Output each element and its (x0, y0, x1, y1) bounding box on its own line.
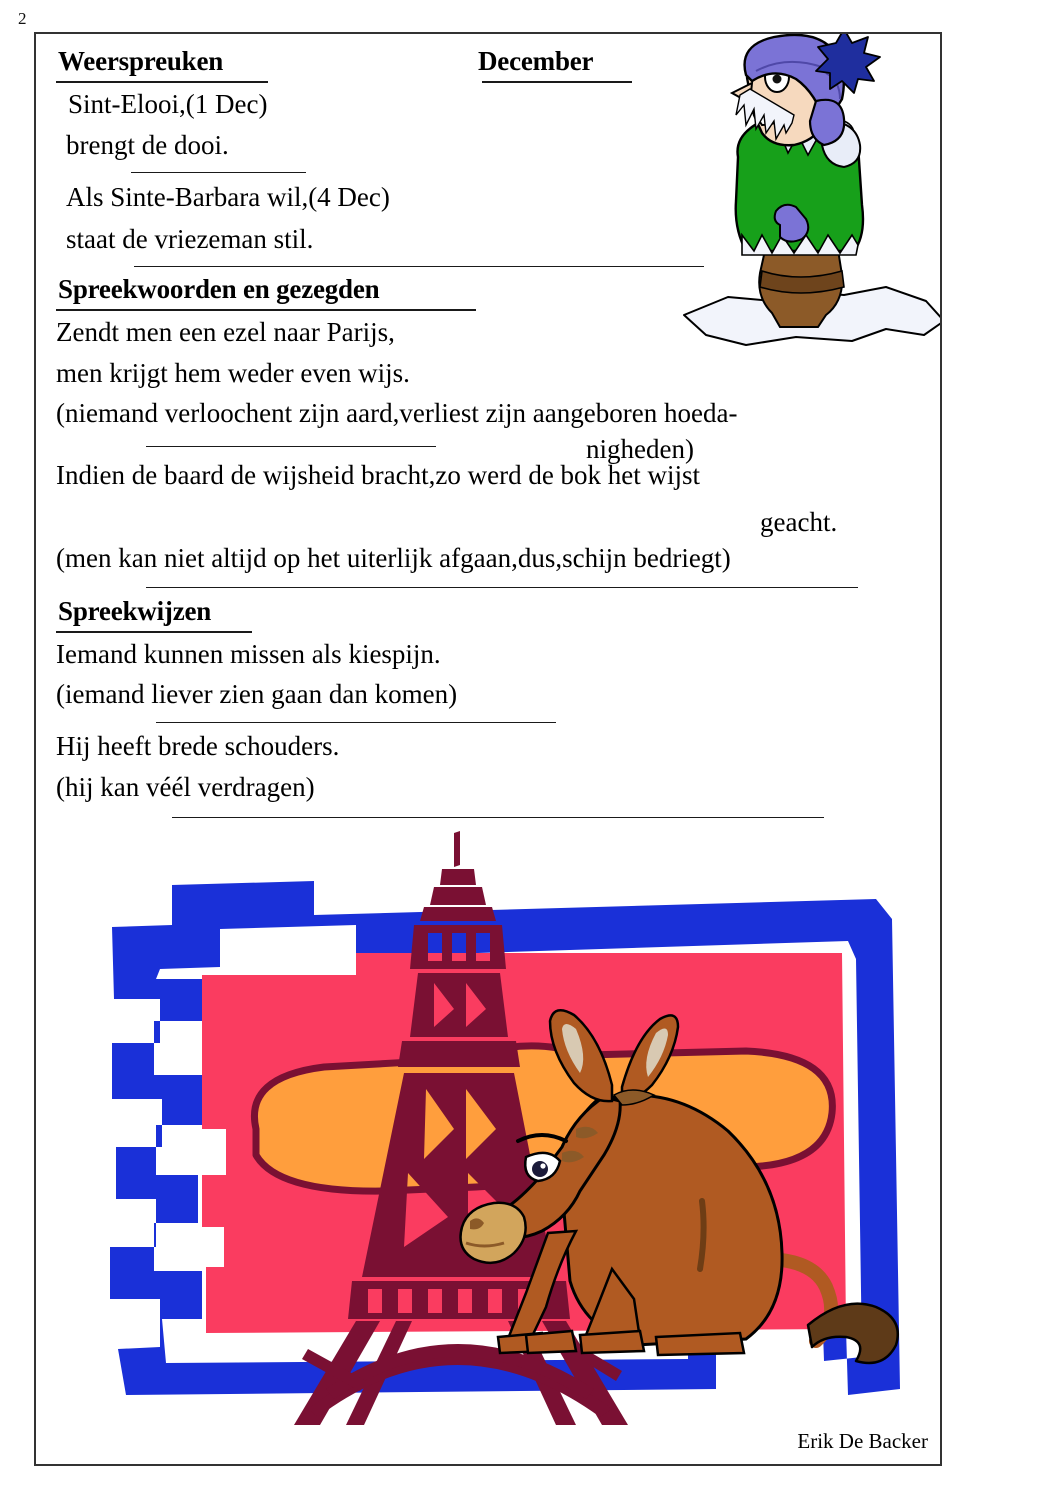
proverb-line: (niemand verloochent zijn aard,verliest zijn aangeboren hoeda- (56, 398, 738, 428)
entry-separator (156, 722, 556, 723)
entry-separator (146, 587, 858, 588)
heading-underline-weerspreuken (56, 81, 268, 83)
page-number: 2 (18, 9, 27, 28)
frozen-man-illustration (676, 32, 942, 359)
proverb-line: Iemand kunnen missen als kiespijn. (56, 639, 441, 669)
heading-underline-december (482, 81, 632, 83)
proverb-line: Indien de baard de wijsheid bracht,zo werd de bok het wijst (56, 460, 701, 490)
entry-separator (146, 446, 436, 447)
proverb-line: Hij heeft brede schouders. (56, 731, 340, 761)
proverb-line: staat de vriezeman stil. (66, 224, 314, 254)
paris-donkey-illustration (56, 829, 942, 1429)
proverb-line: brengt de dooi. (66, 130, 229, 160)
heading-underline-spreekwoorden (56, 309, 476, 311)
proverb-line-continuation: nigheden) (586, 434, 694, 464)
proverb-line: men krijgt hem weder even wijs. (56, 358, 410, 388)
pupil-icon (773, 75, 782, 84)
proverb-line: (men kan niet altijd op het uiterlijk afgaan,dus,schijn bedriegt) (56, 543, 731, 573)
proverb-line: Als Sinte-Barbara wil,(4 Dec) (66, 182, 390, 212)
entry-separator (134, 266, 704, 267)
proverb-line: (hij kan véél verdragen) (56, 772, 315, 802)
proverb-line: Sint-Elooi,(1 Dec) (68, 89, 268, 119)
proverb-line: Zendt men een ezel naar Parijs, (56, 317, 395, 347)
section-heading-weerspreuken: Weerspreuken (58, 46, 224, 76)
entry-separator (131, 172, 306, 173)
section-heading-spreekwijzen: Spreekwijzen (58, 596, 212, 626)
document-page-frame (34, 32, 942, 1466)
author-signature: Erik De Backer (797, 1429, 928, 1453)
hat-earflap-icon (810, 100, 844, 145)
proverb-line-continuation: geacht. (760, 507, 838, 537)
heading-underline-spreekwijzen (56, 631, 252, 633)
entry-separator (172, 817, 824, 818)
proverb-line: (iemand liever zien gaan dan komen) (56, 679, 458, 709)
page-title-month: December (478, 46, 594, 76)
text-content-area (36, 34, 942, 824)
section-heading-spreekwoorden: Spreekwoorden en gezegden (58, 274, 380, 304)
